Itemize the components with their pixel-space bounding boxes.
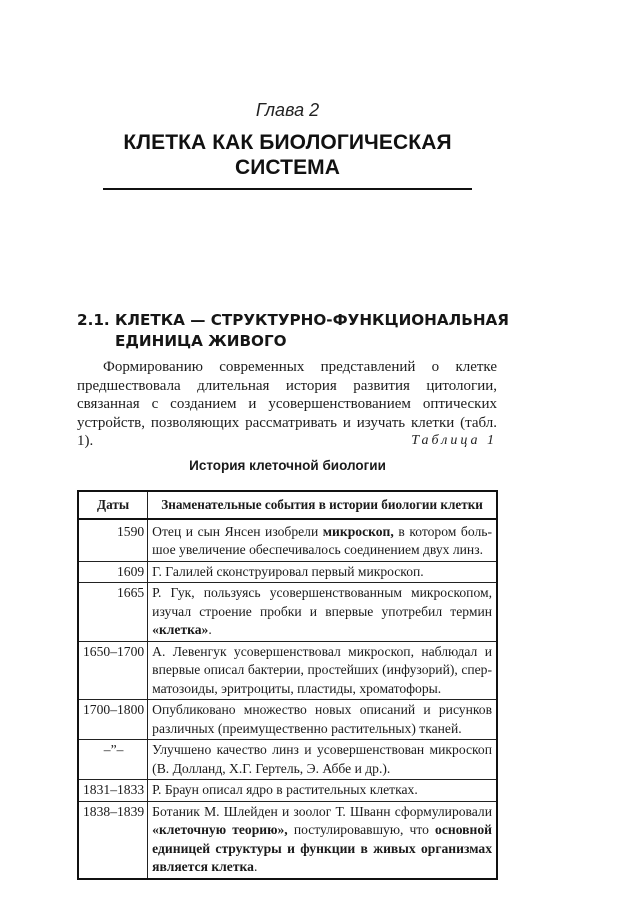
event-text: постулировавшую, что: [287, 822, 436, 837]
event-text: .: [253, 859, 258, 874]
event-text: Г. Галилей сконструировал первый микроскоп.: [152, 563, 424, 579]
row-event: [148, 641, 497, 700]
event-text: в котором большое увеличение обеспечивалось соединением двух линз.: [152, 523, 492, 557]
row-date: 1590: [78, 519, 148, 562]
row-event: [148, 700, 497, 740]
row-date: 1831–1833: [78, 780, 148, 802]
header-events: Знаменательные события в истории биологии клетки: [148, 491, 497, 519]
row-date: 1650–1700: [78, 641, 148, 700]
chapter-title: [0, 130, 575, 180]
event-emphasis: «клетка»: [152, 622, 209, 637]
event-text: Отец и сын Янсен изобрели: [152, 523, 323, 539]
chapter-label: Глава 2: [255, 100, 320, 120]
table-row: [78, 740, 497, 780]
section-title: КЛЕТКА — СТРУКТУРНО-ФУНКЦИОНАЛЬНАЯ ЕДИНИЦА ЖИВОГО: [115, 311, 509, 350]
event-text: А. Левенгук усовершенствовал микроскоп, наблюдал и впервые описал бактерии, простейших (инфузорий), сперматозоиды, эритроциты, пластиды, хроматофоры.: [152, 643, 492, 696]
row-event: [148, 519, 497, 562]
chapter-title-line-1: КЛЕТКА КАК БИОЛОГИЧЕСКАЯ: [123, 131, 452, 154]
table-caption: История клеточной биологии: [189, 458, 386, 473]
event-text: Опубликовано множество новых описаний и рисунков различных (преимущественно растительных) тканей.: [152, 702, 492, 736]
row-event: [148, 583, 497, 642]
table-number-label: Таблица 1: [411, 433, 497, 448]
row-event: [148, 561, 497, 583]
event-text: Ботаник М. Шлейден и зоолог Т. Шванн сформулировали: [152, 803, 492, 819]
row-event: [148, 780, 497, 802]
row-date: 1609: [78, 561, 148, 583]
table-row: [78, 700, 497, 740]
event-text: .: [208, 622, 212, 637]
event-text: Улучшено качество линз и усовершенствован микроскоп (В. Долланд, Х.Г. Гертель, Э. Аббе и др.).: [152, 742, 492, 776]
table-body: [78, 519, 497, 879]
table-row: [78, 641, 497, 700]
table-row: [78, 561, 497, 583]
row-date: 1700–1800: [78, 700, 148, 740]
table-row: [78, 583, 497, 642]
table-row: [78, 519, 497, 562]
row-date: 1665: [78, 583, 148, 642]
row-event: [148, 740, 497, 780]
row-event: [148, 801, 497, 879]
intro-paragraph: Формированию современных представлений о клетке предшествовала длительная история развития цитологии, связанная с созданием и усовершенствованием оптических устройств, позволяющих рассматривать и изучать клетки (табл. 1).: [77, 359, 497, 449]
chapter-title-line-2: СИСТЕМА: [234, 156, 341, 179]
row-date: 1838–1839: [78, 801, 148, 879]
history-table: [77, 490, 498, 880]
event-emphasis: основной единицей структуры и функции в живых организмах является клетка: [152, 822, 492, 874]
section-number: 2.1.: [77, 311, 110, 329]
chapter-divider: [103, 188, 472, 190]
event-text: Р. Браун описал ядро в растительных клетках.: [152, 782, 418, 797]
row-date: –”–: [78, 740, 148, 780]
header-dates: Даты: [78, 491, 148, 519]
table-row: [78, 801, 497, 879]
table-row: [78, 780, 497, 802]
event-emphasis: микроскоп,: [322, 523, 394, 539]
table-header-row: [78, 491, 497, 519]
event-emphasis: «клеточную теорию»,: [152, 822, 288, 837]
event-text: Р. Гук, пользуясь усовершенствованным микроскопом, изучал строение пробки и впервые употребил термин: [152, 585, 492, 619]
